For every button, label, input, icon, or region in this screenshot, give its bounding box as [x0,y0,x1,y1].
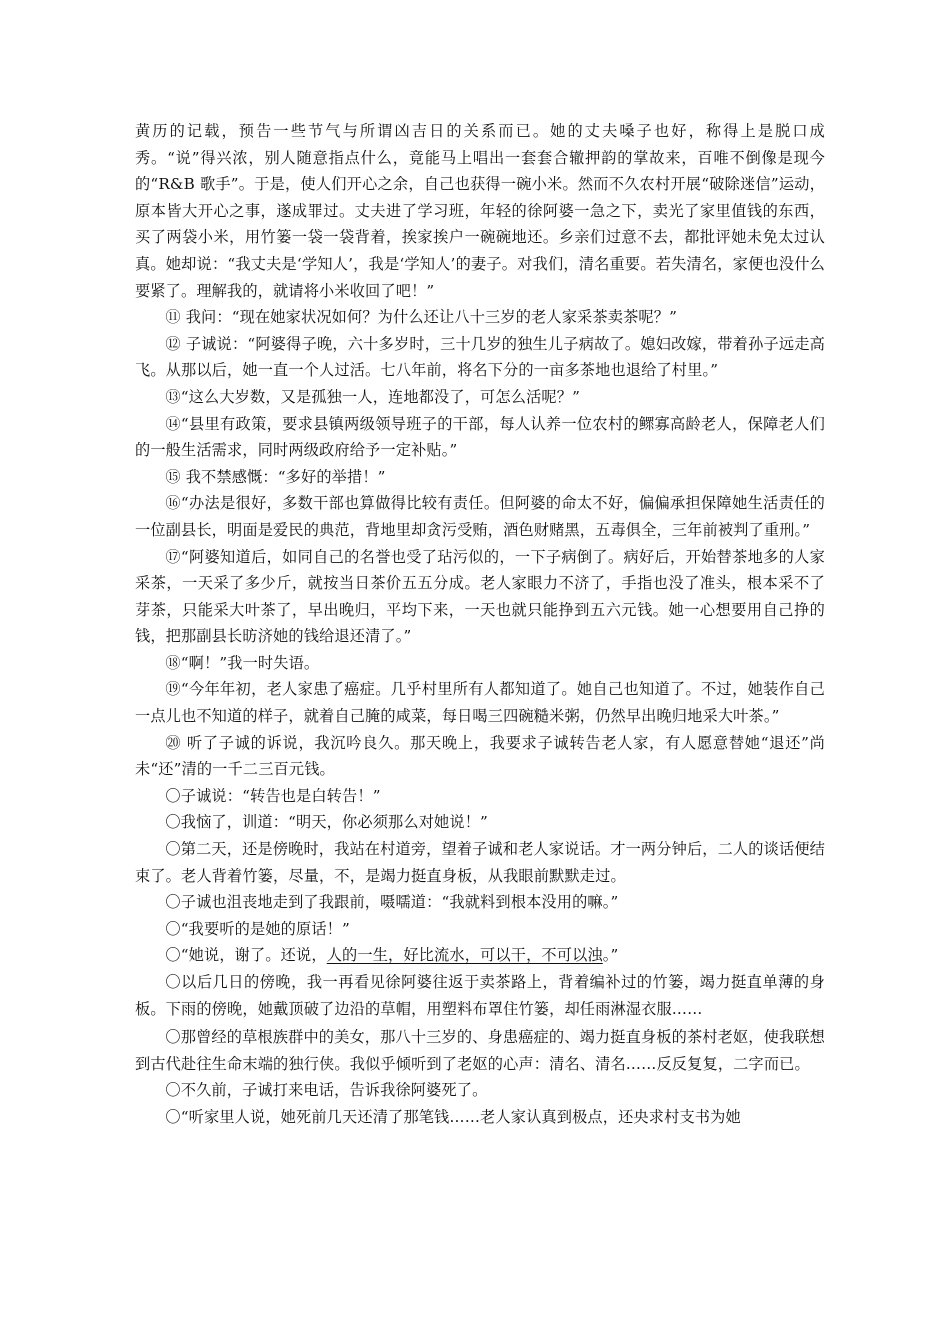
paragraph-16: ⑯“办法是很好，多数干部也算做得比较有责任。但阿婆的命太不好，偏偏承担保障她生活责任的一位副县长，明面是爱民的典范，背地里却贪污受贿，酒色财赌黑，五毒俱全，三年前被判了重刑。” [135,494,825,539]
paragraph-18: ⑱“啊！”我一时失语。 [165,653,320,672]
paragraph-24: 〇子诚也沮丧地走到了我跟前，嗫嚅道：“我就料到根本没用的嘛。” [165,893,619,912]
paragraph-25: 〇“我要听的是她的原话！” [165,919,350,938]
paragraph-continued: 黄历的记载，预告一些节气与所谓凶吉日的关系而已。她的丈夫嗓子也好，称得上是脱口成秀。“说”得兴浓，别人随意指点什么，竟能马上唱出一套套合辙押韵的掌故来，百唯不倒像是现今的“R&B 歌手”。于是，使人们开心之余，自己也获得一碗小米。然而不久农村开展“破除迷信”运动，原本皆大开心之事，遂成罪过。丈夫进了学习班，年轻的徐阿婆一急之下，卖光了家里值钱的东西，买了两袋小米，用竹篓一袋一袋背着，挨家挨户一碗碗地还。乡亲们过意不去，都批评她未免太过认真。她却说：“我丈夫是‘学知人’，我是‘学知人’的妻子。对我们，清名重要。若失清名，家便也没什么要紧了。理解我的，就请将小米收回了吧！” [135,122,825,300]
paragraph-11: ⑪ 我问：“现在她家状况如何？为什么还让八十三岁的老人家采茶卖茶呢？” [165,308,677,327]
paragraph-14: ⑭“县里有政策，要求县镇两级领导班子的干部，每人认养一位农村的鳏寡高龄老人，保障老人们的一般生活需求，同时两级政府给予一定补贴。” [135,414,825,460]
paragraph-26-tail: 。” [602,946,619,965]
paragraph-17: ⑰“阿婆知道后，如同自己的名誉也受了玷污似的，一下子病倒了。病好后，开始替茶地多的人家采茶，一天采了多少斤，就按当日茶价五五分成。老人家眼力不济了，手指也没了准头，根本采不了芽茶，只能采大叶茶了，早出晚归，平均下来，一天也就只能挣到五六元钱。她一心想要用自己挣的钱，把那副县长昉济她的钱给退还清了。” [135,547,825,646]
article-body [135,118,825,1131]
paragraph-21: 〇子诚说：“转告也是白转告！” [165,786,381,805]
paragraph-12: ⑫ 子诚说：“阿婆得子晚，六十多岁时，三十几岁的独生儿子病故了。媳妇改嫁，带着孙子远走高飞。从那以后，她一直一个人过活。七八年前，将名下分的一亩多茶地也退给了村里。” [135,334,825,380]
underlined-quote: 人的一生，好比流水，可以干，不可以浊 [326,946,603,965]
paragraph-26 [135,942,825,969]
paragraph-13: ⑬“这么大岁数，又是孤独一人，连地都没了，可怎么活呢？” [165,387,580,406]
paragraph-20: ⑳ 听了子诚的诉说，我沉吟良久。那天晚上，我要求子诚转告老人家，有人愿意替她“退还”尚未“还”清的一千二三百元钱。 [135,733,825,779]
paragraph-28: 〇那曾经的草根族群中的美女，那八十三岁的、身患癌症的、竭力挺直身板的茶村老妪，使我联想到古代赴往生命末端的独行侠。我似乎倾听到了老妪的心声：清名、清名……反反复复，二字而已。 [135,1028,825,1073]
paragraph-22: 〇我恼了，训道：“明天，你必须那么对她说！” [165,813,488,832]
paragraph-19: ⑲“今年年初，老人家患了癌症。几乎村里所有人都知道了。她自己也知道了。不过，她装作自己一点儿也不知道的样子，就着自己腌的咸菜，每日喝三四碗糙米粥，仍然早出晚归地采大叶茶。” [135,680,825,726]
paragraph-15: ⑮ 我不禁感慨：“多好的举措！” [165,467,386,486]
paragraph-26-lead: 〇“她说，谢了。还说， [165,946,327,965]
paragraph-30: 〇“听家里人说，她死前几天还清了那笔钱……老人家认真到极点，还央求村支书为她 [165,1107,741,1126]
paragraph-29: 〇不久前，子诚打来电话，告诉我徐阿婆死了。 [165,1081,488,1100]
paragraph-23: 〇第二天，还是傍晚时，我站在村道旁，望着子诚和老人家说话。才一两分钟后，二人的谈话便结束了。老人背着竹篓，尽量，不，是竭力挺直身板，从我眼前默默走过。 [135,840,825,885]
paragraph-27: 〇以后几日的傍晚，我一再看见徐阿婆往返于卖茶路上，背着编补过的竹篓，竭力挺直单薄的身板。下雨的傍晚，她戴顶破了边沿的草帽，用塑料布罩住竹篓，却任雨淋湿衣服…… [135,973,825,1018]
